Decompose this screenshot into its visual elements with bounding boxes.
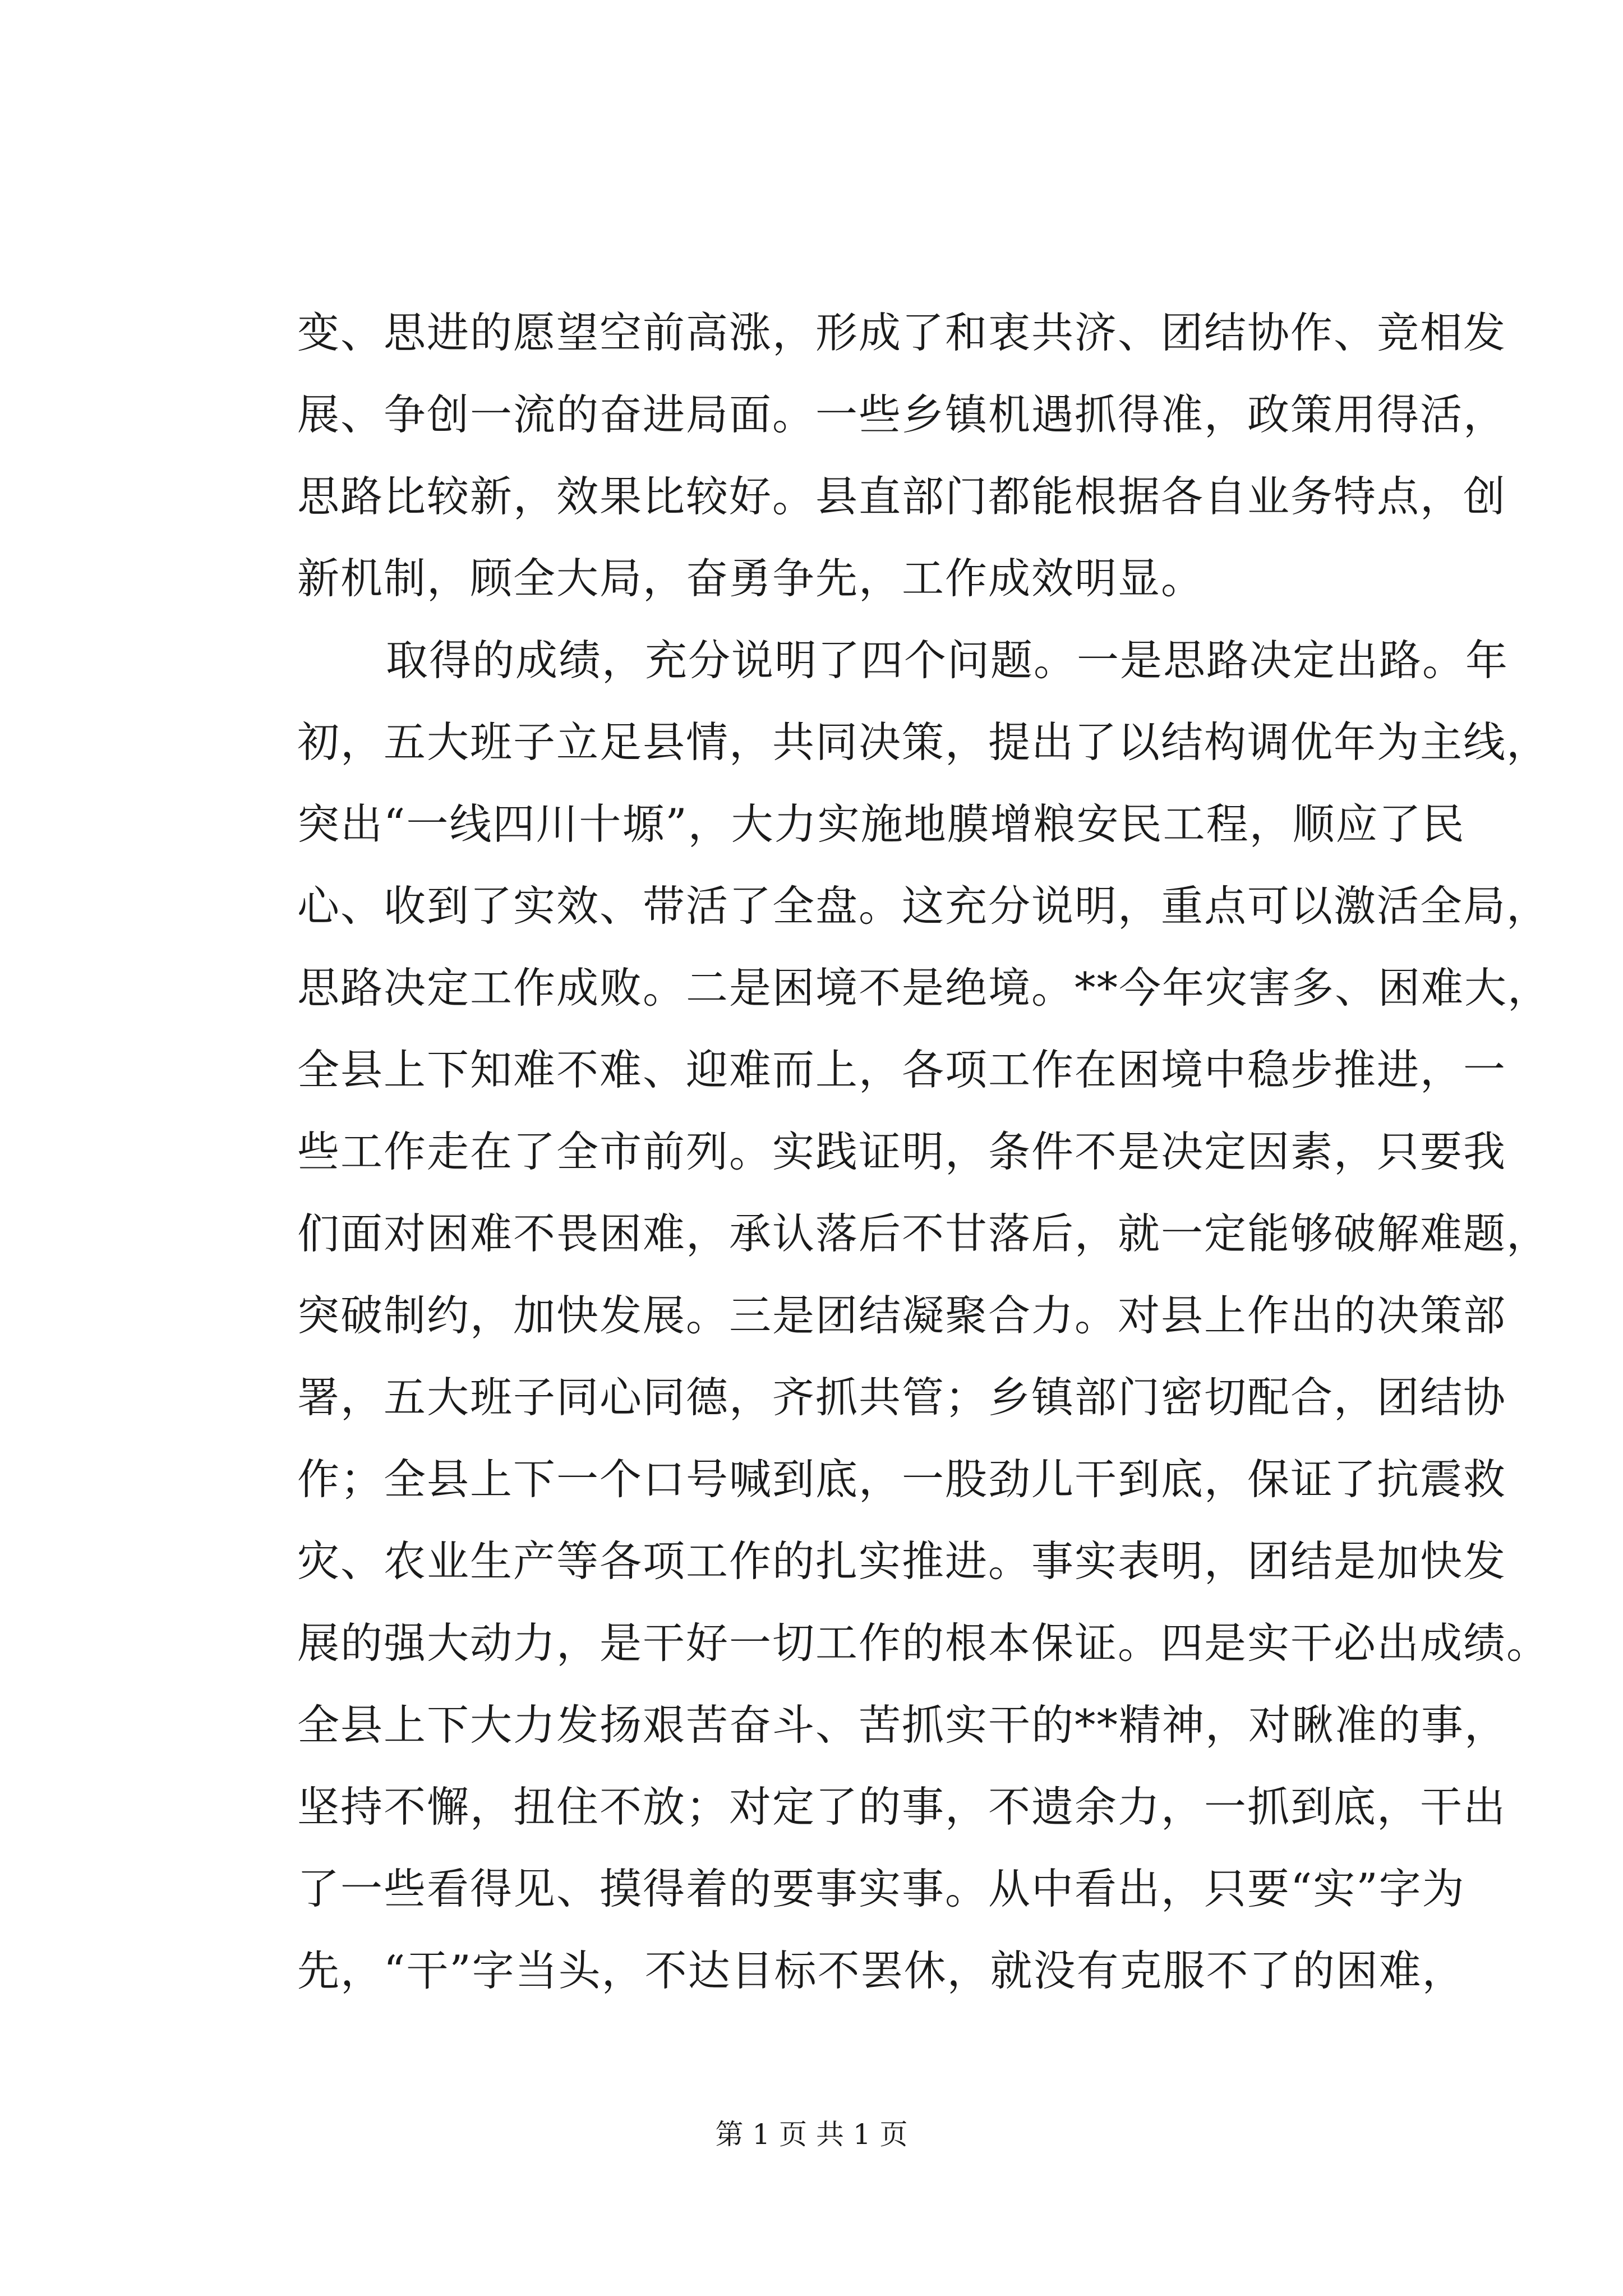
text-line: 心、收到了实效、带活了全盘。这充分说明，重点可以激活全局， <box>297 881 1550 931</box>
text-line: 全县上下大力发扬艰苦奋斗、苦抓实干的**精神，对瞅准的事， <box>297 1700 1508 1750</box>
text-line: 展的强大动力，是干好一切工作的根本保证。四是实干必出成绩。 <box>297 1618 1550 1668</box>
text-line: 新机制，顾全大局，奋勇争先，工作成效明显。 <box>297 554 1205 603</box>
text-line: 作；全县上下一个口号喊到底，一股劲儿干到底，保证了抗震救 <box>297 1455 1507 1504</box>
text-line: 署，五大班子同心同德，齐抓共管；乡镇部门密切配合，团结协 <box>297 1373 1507 1422</box>
text-line: 坚持不懈，扭住不放；对定了的事，不遗余力，一抓到底，干出 <box>297 1782 1507 1832</box>
document-body <box>297 292 1551 2012</box>
text-line: 展、争创一流的奋进局面。一些乡镇机遇抓得准，政策用得活， <box>297 390 1507 439</box>
text-line: 突破制约，加快发展。三是团结凝聚合力。对县上作出的决策部 <box>297 1291 1507 1340</box>
text-line: 些工作走在了全市前列。实践证明，条件不是决定因素，只要我 <box>297 1127 1507 1176</box>
text-line: 思路决定工作成败。二是困境不是绝境。**今年灾害多、困难大， <box>297 963 1551 1013</box>
text-line: 全县上下知难不难、迎难而上，各项工作在困境中稳步推进，一 <box>297 1045 1507 1094</box>
text-line: 们面对困难不畏困难，承认落后不甘落后，就一定能够破解难题， <box>297 1209 1550 1258</box>
text-line: 变、思进的愿望空前高涨，形成了和衷共济、团结协作、竞相发 <box>297 308 1507 357</box>
page-number: 第 1 页 共 1 页 <box>715 2118 908 2151</box>
text-line: 突出“一线四川十塬”，大力实施地膜增粮安民工程，顺应了民 <box>297 799 1465 849</box>
text-line: 初，五大班子立足县情，共同决策，提出了以结构调优年为主线， <box>297 717 1550 767</box>
text-line: 灾、农业生产等各项工作的扎实推进。事实表明，团结是加快发 <box>297 1536 1507 1586</box>
text-line: 了一些看得见、摸得着的要事实事。从中看出，只要“实”字为 <box>297 1864 1465 1913</box>
text-line: 先，“干”字当头，不达目标不罢休，就没有克服不了的困难， <box>297 1946 1465 1995</box>
text-line: 思路比较新，效果比较好。县直部门都能根据各自业务特点，创 <box>297 472 1507 521</box>
paragraph-first-line: 取得的成绩，充分说明了四个问题。一是思路决定出路。年 <box>386 636 1509 685</box>
